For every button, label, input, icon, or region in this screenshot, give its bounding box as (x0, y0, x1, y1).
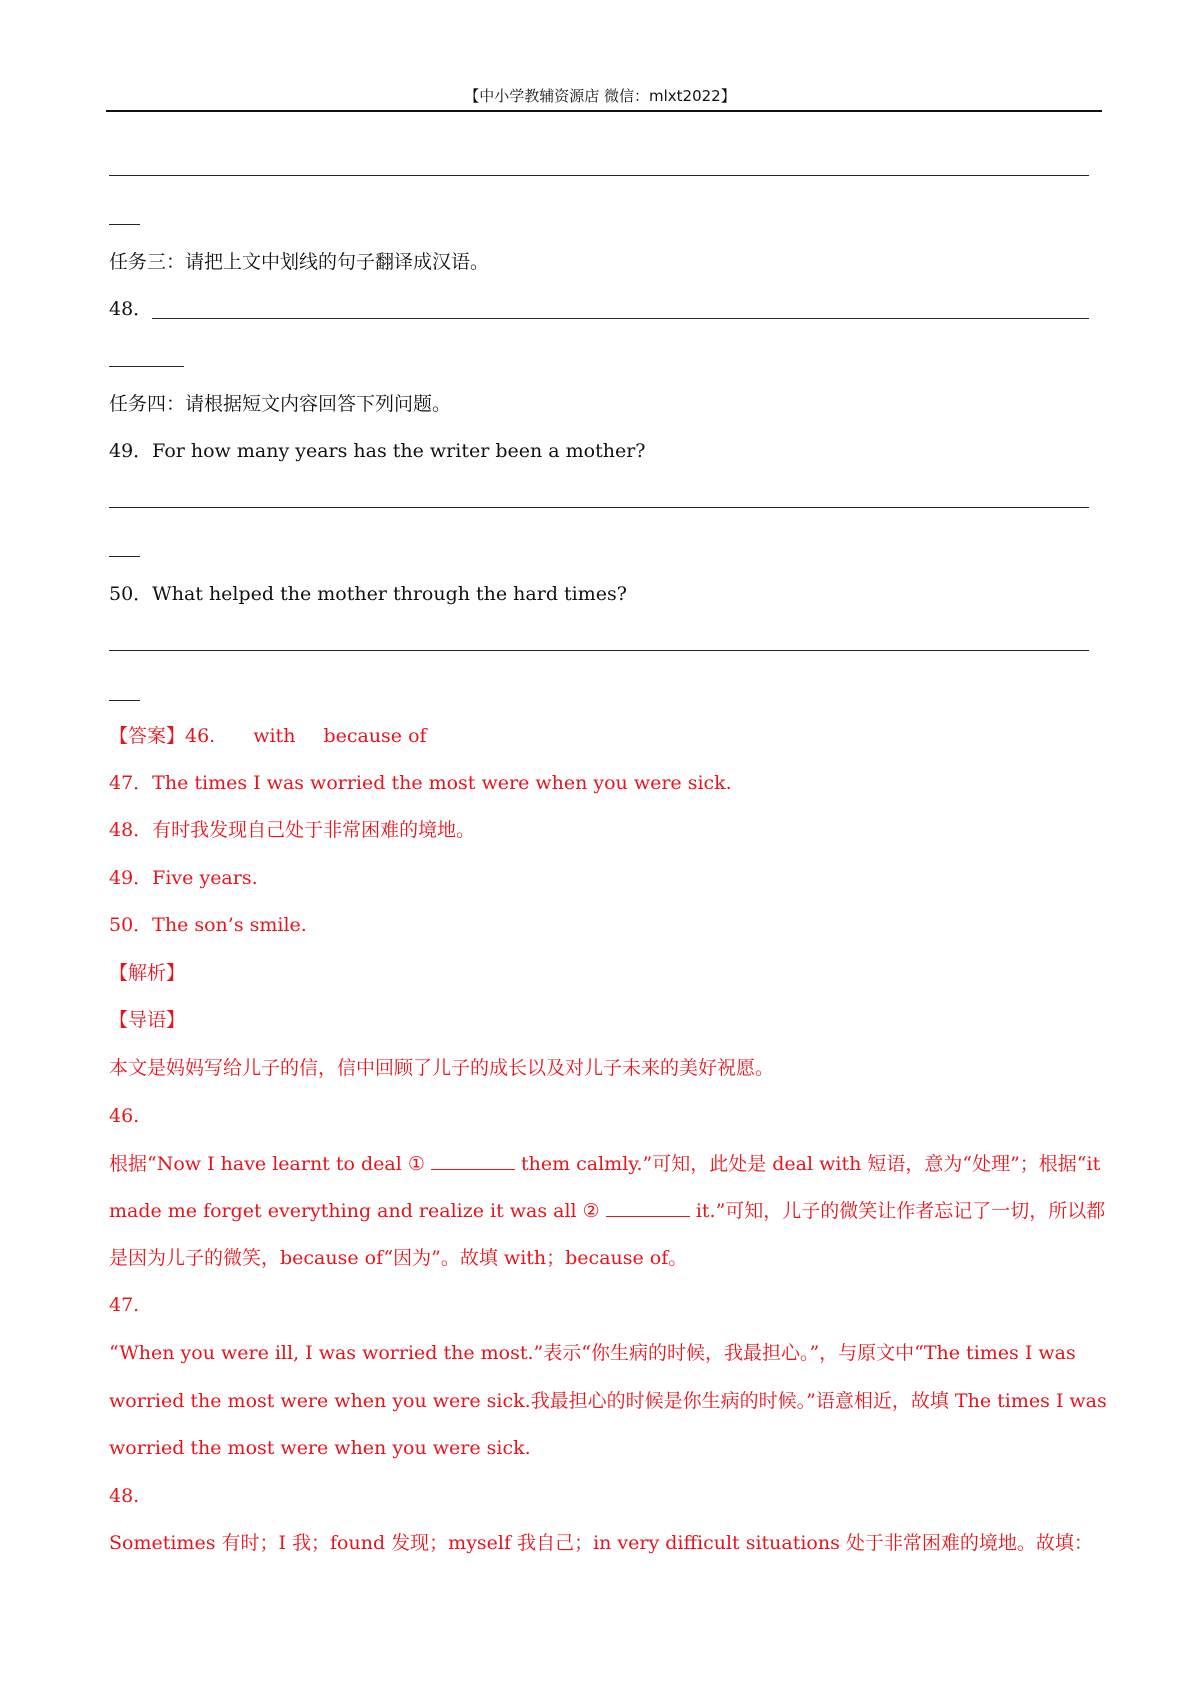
q49-answer-line[interactable] (109, 507, 1089, 508)
guide-text: 本文是妈妈写给儿子的信，信中回顾了儿子的成长以及对儿子未来的美好祝愿。 (109, 1057, 775, 1079)
answer-label: 【答案】46. (109, 725, 216, 747)
answer-47: 47．The times I was worried the most were when you were sick. (109, 772, 732, 794)
answer-line-tail (109, 224, 140, 225)
q50-text: 50．What helped the mother through the hard times? (109, 583, 627, 605)
answer-49: 49．Five years. (109, 867, 258, 889)
task4-title: 任务四：请根据短文内容回答下列问题。 (109, 393, 452, 415)
q48-number: 48． (109, 298, 153, 320)
analysis-48-number: 48. (109, 1485, 140, 1507)
analysis-label: 【解析】 (109, 962, 186, 984)
q50-answer-line[interactable] (109, 650, 1089, 651)
analysis-46-line2-a: made me forget everything and realize it was all ② (109, 1200, 600, 1222)
q49-answer-line-tail (109, 556, 140, 557)
blank-1 (431, 1151, 515, 1170)
answer-48: 48．有时我发现自己处于非常困难的境地。 (109, 819, 476, 841)
task3-title: 任务三：请把上文中划线的句子翻译成汉语。 (109, 251, 490, 273)
answer-46-blank1: with (253, 725, 296, 747)
analysis-46-line2 (109, 1198, 1105, 1223)
answer-46-blank2: because of (323, 725, 427, 747)
analysis-46-number: 46. (109, 1105, 140, 1127)
page-header: 【中小学教辅资源店 微信：mlxt2022】 (464, 87, 736, 105)
blank-2 (606, 1198, 690, 1217)
q48-answer-line-tail (109, 366, 184, 367)
header-rule (106, 110, 1102, 112)
analysis-46-line1-a: 根据“Now I have learnt to deal ① (109, 1153, 425, 1175)
analysis-48-line1: Sometimes 有时；I 我；found 发现；myself 我自己；in very difficult situations 处于非常困难的境地。故填： (109, 1532, 1093, 1554)
analysis-46-line1-b: them calmly.”可知，此处是 deal with 短语，意为“处理”；根据“it (520, 1153, 1101, 1175)
analysis-46-line1 (109, 1151, 1100, 1176)
analysis-46-line2-b: it.”可知，儿子的微笑让作者忘记了一切，所以都 (695, 1200, 1106, 1222)
analysis-46-line3: 是因为儿子的微笑，because of“因为”。故填 with；because of。 (109, 1247, 688, 1269)
analysis-47-line1: “When you were ill, I was worried the most.”表示“你生病的时候，我最担心。”，与原文中“The times I was (109, 1342, 1076, 1364)
q49-text: 49．For how many years has the writer been a mother? (109, 440, 646, 462)
analysis-47-number: 47. (109, 1294, 140, 1316)
guide-label: 【导语】 (109, 1009, 186, 1031)
q50-answer-line-tail (109, 700, 140, 701)
q48-answer-line[interactable] (152, 318, 1089, 319)
answer-50: 50．The son’s smile. (109, 914, 307, 936)
analysis-47-line2: worried the most were when you were sick.我最担心的时候是你生病的时候。”语意相近，故填 The times I was (109, 1390, 1107, 1412)
answer-line (109, 175, 1089, 176)
analysis-47-line3: worried the most were when you were sick. (109, 1437, 531, 1459)
answer-46 (109, 724, 427, 748)
